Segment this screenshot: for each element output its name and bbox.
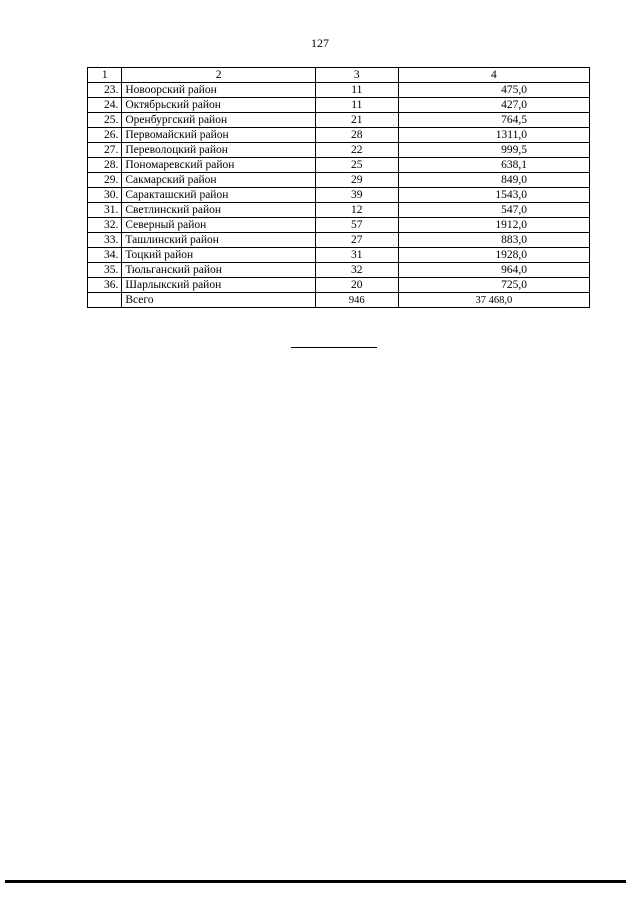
table-row: [88, 263, 590, 278]
table-cell-n: 23.: [88, 83, 122, 98]
table-cell-amount: 1311,0: [398, 128, 589, 143]
table-row: [88, 203, 590, 218]
table-cell-count: 11: [315, 83, 398, 98]
table-cell-count: 20: [315, 278, 398, 293]
table-cell-count: 21: [315, 113, 398, 128]
table-cell-name: Сакмарский район: [122, 173, 315, 188]
bottom-page-rule: [5, 880, 626, 883]
table-header-row: [88, 68, 590, 83]
table-cell-name: Тюльганский район: [122, 263, 315, 278]
table-cell-amount: 1912,0: [398, 218, 589, 233]
table-cell-amount: 475,0: [398, 83, 589, 98]
table-cell-amount: 764,5: [398, 113, 589, 128]
table-row: [88, 113, 590, 128]
table-row: [88, 158, 590, 173]
table-cell-count: 28: [315, 128, 398, 143]
table-cell-n: 24.: [88, 98, 122, 113]
table-cell-n: 29.: [88, 173, 122, 188]
table-cell-n: 32.: [88, 218, 122, 233]
total-cell-n: [88, 293, 122, 308]
table-cell-name: Саракташский район: [122, 188, 315, 203]
table-cell-count: 25: [315, 158, 398, 173]
table-row: [88, 248, 590, 263]
header-cell: 2: [122, 68, 315, 83]
table-row: [88, 98, 590, 113]
table-cell-amount: 1543,0: [398, 188, 589, 203]
table-cell-amount: 725,0: [398, 278, 589, 293]
table-cell-n: 35.: [88, 263, 122, 278]
table-cell-name: Северный район: [122, 218, 315, 233]
table-row: [88, 233, 590, 248]
table-cell-count: 32: [315, 263, 398, 278]
table-cell-amount: 547,0: [398, 203, 589, 218]
table-cell-name: Переволоцкий район: [122, 143, 315, 158]
table-cell-count: 12: [315, 203, 398, 218]
table-cell-count: 31: [315, 248, 398, 263]
table-cell-count: 11: [315, 98, 398, 113]
table-cell-amount: 427,0: [398, 98, 589, 113]
table-cell-count: 29: [315, 173, 398, 188]
table-cell-n: 28.: [88, 158, 122, 173]
table-row: [88, 218, 590, 233]
page-number: 127: [311, 36, 329, 50]
table-cell-name: Тоцкий район: [122, 248, 315, 263]
table-cell-name: Новоорский район: [122, 83, 315, 98]
total-cell-count: 946: [315, 293, 398, 308]
end-separator-line: [291, 347, 377, 348]
total-cell-amount: 37 468,0: [398, 293, 589, 308]
table-cell-amount: 883,0: [398, 233, 589, 248]
table-cell-count: 27: [315, 233, 398, 248]
header-cell: 3: [315, 68, 398, 83]
district-table: [87, 67, 590, 308]
table-cell-count: 57: [315, 218, 398, 233]
table-cell-amount: 849,0: [398, 173, 589, 188]
table-cell-name: Оренбургский район: [122, 113, 315, 128]
table-cell-count: 39: [315, 188, 398, 203]
table-cell-n: 33.: [88, 233, 122, 248]
header-cell: 1: [88, 68, 122, 83]
table-cell-name: Шарлыкский район: [122, 278, 315, 293]
table-cell-n: 30.: [88, 188, 122, 203]
table-cell-amount: 964,0: [398, 263, 589, 278]
table-cell-amount: 638,1: [398, 158, 589, 173]
table-row: [88, 188, 590, 203]
table-cell-amount: 1928,0: [398, 248, 589, 263]
table-cell-name: Светлинский район: [122, 203, 315, 218]
table-cell-n: 26.: [88, 128, 122, 143]
table-cell-name: Первомайский район: [122, 128, 315, 143]
table-total-row: [88, 293, 590, 308]
table-cell-name: Октябрьский район: [122, 98, 315, 113]
table-cell-n: 31.: [88, 203, 122, 218]
table-cell-name: Ташлинский район: [122, 233, 315, 248]
table-row: [88, 83, 590, 98]
table-cell-n: 27.: [88, 143, 122, 158]
table-cell-n: 36.: [88, 278, 122, 293]
table-row: [88, 128, 590, 143]
header-cell: 4: [398, 68, 589, 83]
table-cell-name: Пономаревский район: [122, 158, 315, 173]
table-row: [88, 173, 590, 188]
table-cell-count: 22: [315, 143, 398, 158]
table-cell-amount: 999,5: [398, 143, 589, 158]
total-cell-name: Всего: [122, 293, 315, 308]
table-row: [88, 143, 590, 158]
table-cell-n: 25.: [88, 113, 122, 128]
table-cell-n: 34.: [88, 248, 122, 263]
table-row: [88, 278, 590, 293]
